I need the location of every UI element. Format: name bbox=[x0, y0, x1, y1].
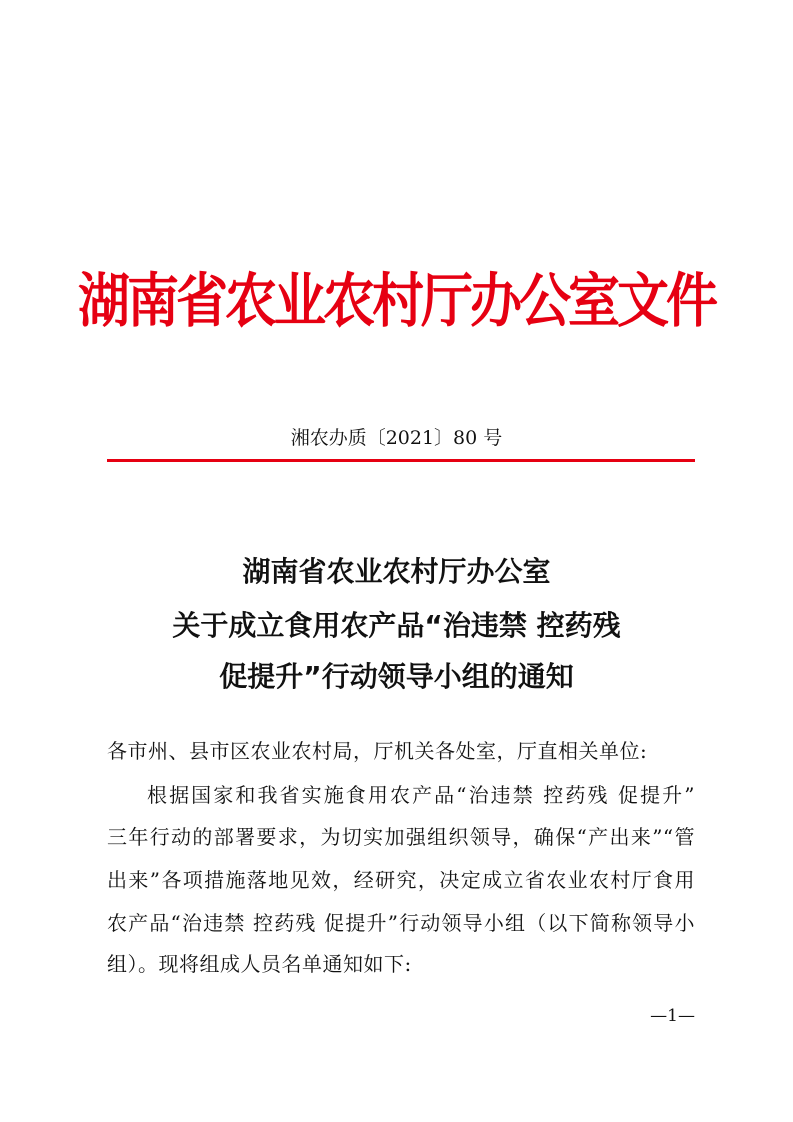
paragraph-line: 组）。现将组成人员名单通知如下: bbox=[107, 952, 412, 976]
document-number: 湘农办质〔2021〕80 号 bbox=[290, 427, 503, 449]
paragraph-line: 根据国家和我省实施食用农产品“治违禁 控药残 促提升” bbox=[147, 783, 695, 807]
paragraph-line: 农产品“治违禁 控药残 促提升”行动领导小组（以下简称领导小 bbox=[107, 911, 695, 935]
salutation: 各市州、县市区农业农村局，厅机关各处室，厅直相关单位: bbox=[107, 739, 648, 763]
page-number: —1— bbox=[650, 1006, 695, 1026]
paragraph-line: 三年行动的部署要求，为切实加强组织领导，确保“产出来”“管 bbox=[107, 825, 695, 849]
notice-title-line-1: 湖南省农业农村厅办公室 bbox=[242, 555, 551, 588]
notice-title-line-3: 促提升”行动领导小组的通知 bbox=[219, 660, 574, 693]
red-divider-line bbox=[107, 459, 695, 462]
notice-title-line-2: 关于成立食用农产品“治违禁 控药残 bbox=[172, 609, 621, 642]
document-masthead: 湖南省农业农村厅办公室文件 bbox=[77, 268, 715, 336]
paragraph-line: 出来”各项措施落地见效，经研究，决定成立省农业农村厅食用 bbox=[107, 868, 695, 892]
